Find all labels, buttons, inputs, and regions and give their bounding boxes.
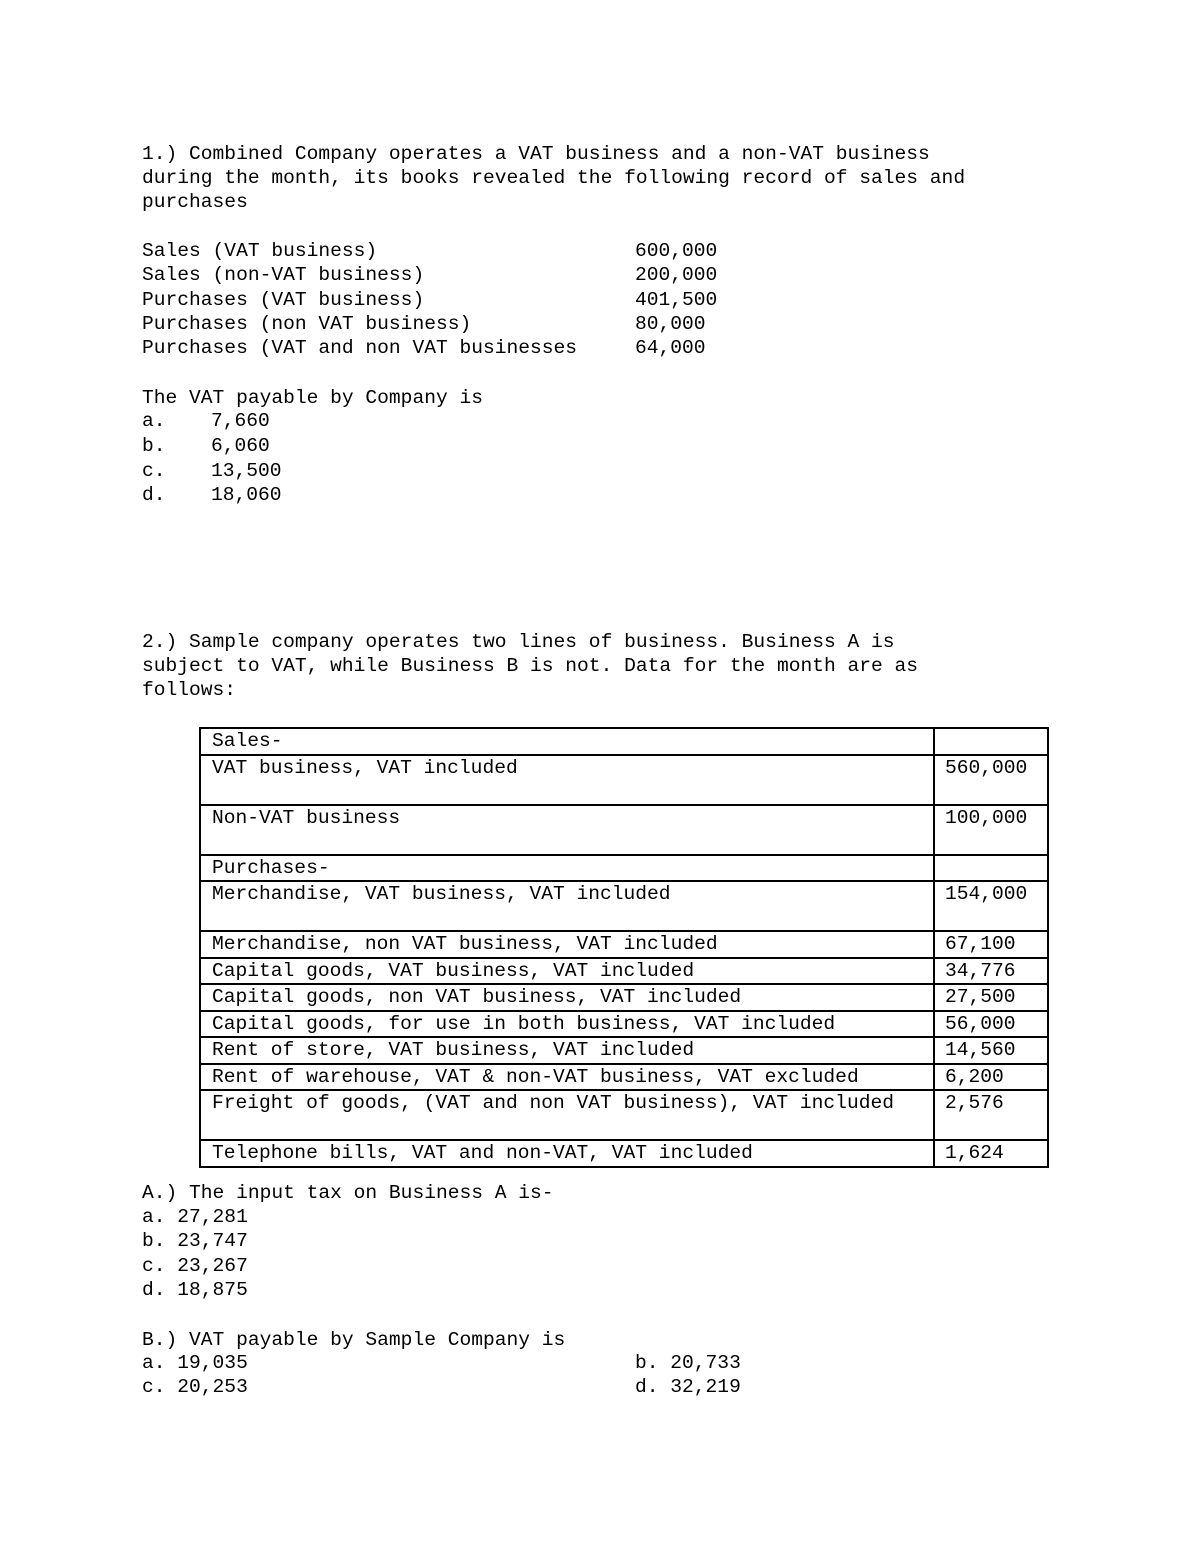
table-cell-amount: 560,000 xyxy=(934,755,1048,805)
q2-partB-choice: b. 20,733 xyxy=(635,1352,741,1374)
q2-partB-choice: c. 20,253 xyxy=(142,1376,248,1398)
q2-partB-choice: a. 19,035 xyxy=(142,1352,248,1374)
q1-item-label: Sales (VAT business) xyxy=(142,240,378,262)
table-cell-label: Capital goods, for use in both business, VAT included xyxy=(200,1011,934,1038)
table-cell-amount: 34,776 xyxy=(934,958,1048,985)
table-row xyxy=(200,805,1048,855)
table-cell-label: Telephone bills, VAT and non-VAT, VAT included xyxy=(200,1140,934,1167)
q1-item-label: Sales (non-VAT business) xyxy=(142,264,425,286)
q1-item-amount: 80,000 xyxy=(635,313,706,335)
table-cell-label: Non-VAT business xyxy=(200,805,934,855)
q2-partB-choice: d. 32,219 xyxy=(635,1376,741,1398)
q1-intro-line-2: during the month, its books revealed the following record of sales and xyxy=(142,167,966,189)
q2-intro-line-2: subject to VAT, while Business B is not. Data for the month are as xyxy=(142,655,919,677)
table-cell-amount: 67,100 xyxy=(934,931,1048,958)
table-cell-label: Merchandise, non VAT business, VAT included xyxy=(200,931,934,958)
q1-intro-line-3: purchases xyxy=(142,191,248,213)
q1-item-amount: 200,000 xyxy=(635,264,718,286)
q1-item-label: Purchases (VAT business) xyxy=(142,289,425,311)
table-cell-label: Capital goods, VAT business, VAT included xyxy=(200,958,934,985)
q1-choice-value: 7,660 xyxy=(211,410,270,432)
q2-intro-line-1: 2.) Sample company operates two lines of business. Business A is xyxy=(142,631,895,653)
table-cell-amount xyxy=(934,728,1048,755)
table-row xyxy=(200,1011,1048,1038)
q1-choice-letter: a. xyxy=(142,410,166,432)
q2-partA-choice: c. 23,267 xyxy=(142,1255,248,1277)
table-row xyxy=(200,728,1048,755)
q2-partB-question: B.) VAT payable by Sample Company is xyxy=(142,1329,566,1351)
table-cell-amount: 6,200 xyxy=(934,1064,1048,1091)
q2-intro-line-3: follows: xyxy=(142,679,237,701)
table-cell-label: Capital goods, non VAT business, VAT included xyxy=(200,984,934,1011)
table-cell-label: Purchases- xyxy=(200,855,934,882)
table-row xyxy=(200,855,1048,882)
q1-intro-line-1: 1.) Combined Company operates a VAT business and a non-VAT business xyxy=(142,143,930,165)
q1-choice-value: 13,500 xyxy=(211,460,282,482)
table-cell-amount: 1,624 xyxy=(934,1140,1048,1167)
table-cell-amount: 27,500 xyxy=(934,984,1048,1011)
table-row xyxy=(200,1064,1048,1091)
table-cell-amount xyxy=(934,855,1048,882)
table-row xyxy=(200,1140,1048,1167)
table-cell-label: Sales- xyxy=(200,728,934,755)
table-row xyxy=(200,881,1048,931)
q2-partA-choice: b. 23,747 xyxy=(142,1230,248,1252)
q1-choice-letter: c. xyxy=(142,460,166,482)
table-row xyxy=(200,984,1048,1011)
table-cell-amount: 14,560 xyxy=(934,1037,1048,1064)
table-cell-label: Freight of goods, (VAT and non VAT business), VAT included xyxy=(200,1090,934,1140)
table-cell-label: Rent of store, VAT business, VAT included xyxy=(200,1037,934,1064)
table-row xyxy=(200,755,1048,805)
table-cell-label: Merchandise, VAT business, VAT included xyxy=(200,881,934,931)
q1-choice-letter: b. xyxy=(142,435,166,457)
table-cell-amount: 56,000 xyxy=(934,1011,1048,1038)
q1-question: The VAT payable by Company is xyxy=(142,387,483,409)
table-cell-amount: 2,576 xyxy=(934,1090,1048,1140)
q1-choice-value: 18,060 xyxy=(211,484,282,506)
table-cell-label: VAT business, VAT included xyxy=(200,755,934,805)
table-row xyxy=(200,931,1048,958)
q2-partA-choice: a. 27,281 xyxy=(142,1206,248,1228)
table-cell-amount: 100,000 xyxy=(934,805,1048,855)
table-row xyxy=(200,1037,1048,1064)
q1-choice-value: 6,060 xyxy=(211,435,270,457)
q2-partA-choice: d. 18,875 xyxy=(142,1279,248,1301)
q1-item-amount: 64,000 xyxy=(635,337,706,359)
q1-item-amount: 600,000 xyxy=(635,240,718,262)
q2-partA-question: A.) The input tax on Business A is- xyxy=(142,1182,554,1204)
q1-item-amount: 401,500 xyxy=(635,289,718,311)
table-row xyxy=(200,958,1048,985)
table-cell-amount: 154,000 xyxy=(934,881,1048,931)
q2-data-table xyxy=(199,727,1049,1168)
table-row xyxy=(200,1090,1048,1140)
q1-item-label: Purchases (non VAT business) xyxy=(142,313,472,335)
q1-item-label: Purchases (VAT and non VAT businesses xyxy=(142,337,578,359)
table-cell-label: Rent of warehouse, VAT & non-VAT business, VAT excluded xyxy=(200,1064,934,1091)
q1-choice-letter: d. xyxy=(142,484,166,506)
